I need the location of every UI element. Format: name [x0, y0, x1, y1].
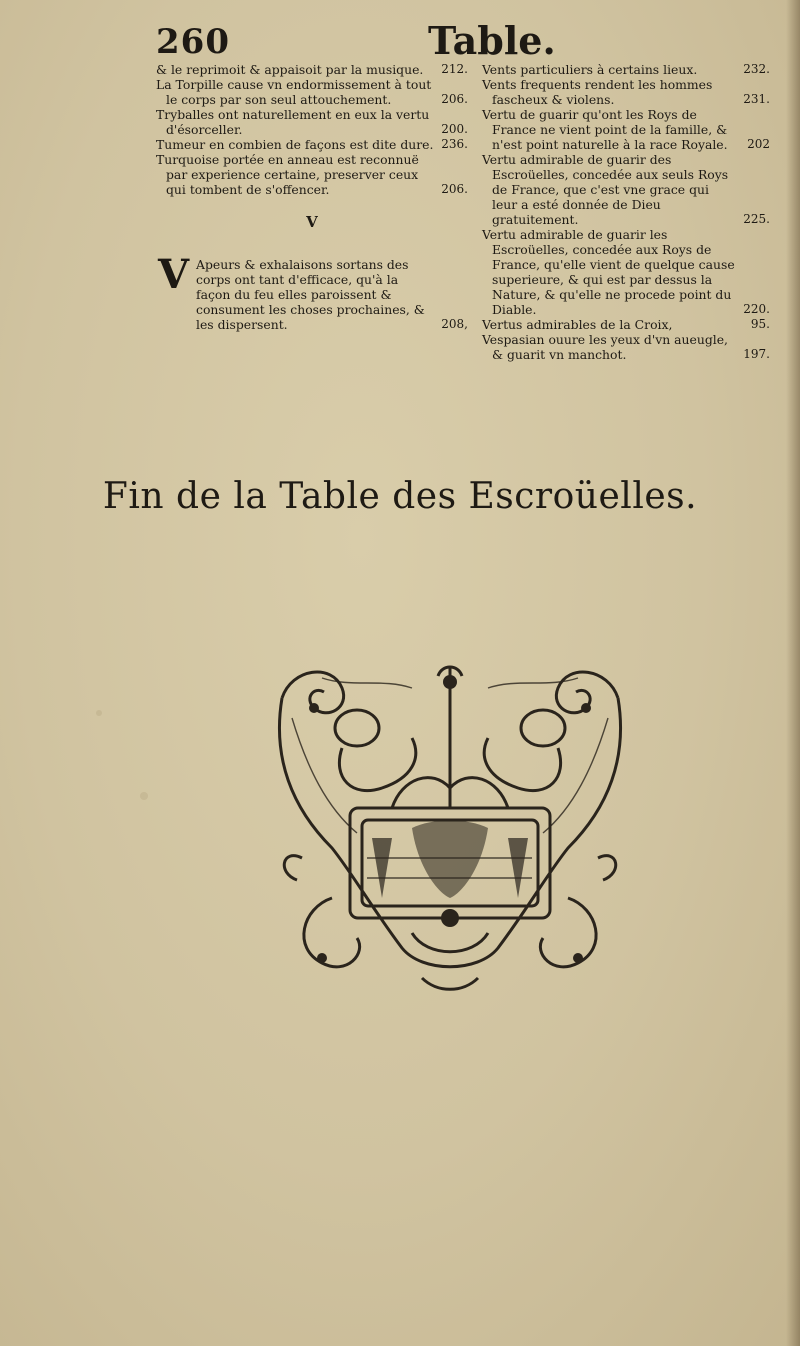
index-entry	[482, 107, 770, 152]
ornament-graphic	[262, 658, 638, 996]
entry-page: 220.	[743, 302, 770, 316]
ink-speck	[140, 792, 148, 800]
entry-text: Vertu admirable de guarir les Escroüelles, concedée aux Roys de France, qu'elle vient de quelque cause superieure, & qui est par dessus la Nature, & qu'elle ne procede point du Diable.	[482, 227, 735, 317]
entry-text: Apeurs & exhalaisons sortans des corps ont tant d'efficace, qu'à la façon du feu elles paroissent & consument les choses prochaines, & les dispersent.	[196, 257, 425, 332]
drop-cap: V	[158, 251, 190, 298]
entry-page: 212.	[441, 62, 468, 76]
entry-text: Vertus admirables de la Croix,	[482, 317, 673, 332]
index-entry	[482, 152, 770, 227]
index-entry	[482, 227, 770, 317]
entry-text: Vertu admirable de guarir des Escroüelles, concedée aux seuls Roys de France, que c'est vne grace qui leur a esté donnée de Dieu gratuitement.	[482, 152, 729, 227]
index-entry	[156, 137, 468, 152]
entry-page: 197.	[743, 347, 770, 361]
entry-text: La Torpille cause vn endormissement à tout le corps par son seul attouchement.	[156, 77, 432, 107]
entry-text: Vents particuliers à certains lieux.	[482, 62, 698, 77]
entry-page: 206.	[441, 182, 468, 196]
index-entry	[156, 152, 468, 197]
index-entry-dropcap	[156, 251, 468, 332]
closing-title: Fin de la Table des Escroüelles.	[102, 476, 698, 517]
entry-page: 95.	[750, 317, 770, 331]
entry-page: 232.	[743, 62, 770, 76]
entry-text: & le reprimoit & appaisoit par la musique.	[156, 62, 424, 77]
index-entry	[482, 317, 770, 332]
entry-page: 231.	[743, 92, 770, 106]
entry-page: 208,	[441, 317, 468, 331]
index-entry	[156, 77, 468, 107]
entry-text: Vents frequents rendent les hommes fascheux & violens.	[482, 77, 713, 107]
entry-text: Vertu de guarir qu'ont les Roys de France ne vient point de la famille, & n'est point naturelle à la race Royale.	[482, 107, 728, 152]
entry-text: Tumeur en combien de façons est dite dure.	[156, 137, 434, 152]
ink-speck	[96, 710, 102, 716]
entry-text: Vespasian ouure les yeux d'vn aueugle, & guarit vn manchot.	[482, 332, 728, 362]
index-entry	[156, 62, 468, 77]
entry-page: 225.	[743, 212, 770, 226]
entry-page: 236.	[441, 137, 468, 151]
entry-text: Turquoise portée en anneau est reconnuë par experience certaine, preserver ceux qui tombent de s'offencer.	[156, 152, 419, 197]
entry-page: 206.	[441, 92, 468, 106]
running-head: Table.	[428, 18, 556, 63]
index-entry	[156, 107, 468, 137]
entry-page: 200.	[441, 122, 468, 136]
index-entry	[482, 332, 770, 362]
entry-page: 202	[747, 137, 770, 151]
index-entry	[482, 77, 770, 107]
left-column	[156, 62, 468, 344]
page-number: 260	[156, 22, 230, 62]
entry-text: Tryballes ont naturellement en eux la vertu d'ésorceller.	[156, 107, 430, 137]
right-column	[482, 62, 770, 362]
section-letter: V	[306, 213, 318, 231]
index-entry	[482, 62, 770, 77]
printers-ornament-icon	[262, 658, 638, 996]
